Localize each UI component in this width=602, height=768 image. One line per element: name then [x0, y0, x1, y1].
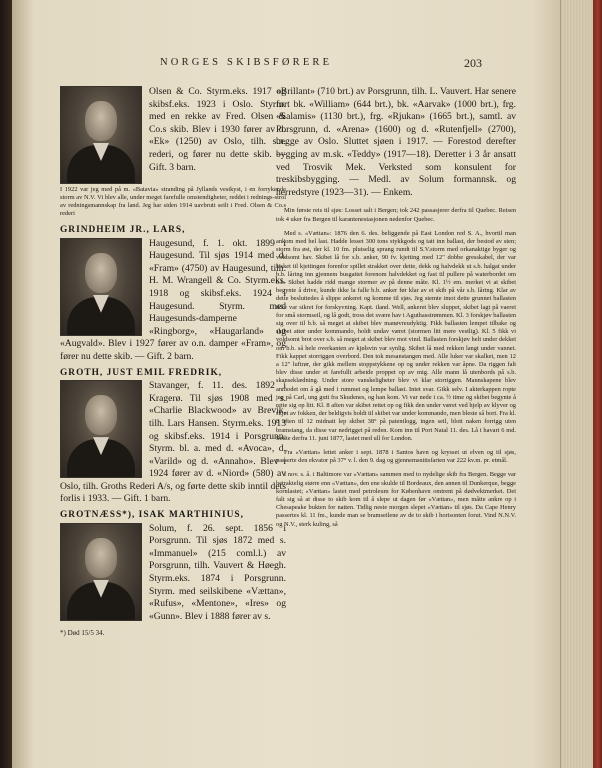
anecdote-section: [276, 207, 516, 529]
footnote: *) Død 15/5 34.: [60, 629, 105, 638]
portrait-photo: [60, 523, 142, 621]
biography-entry-grindheim: [60, 238, 286, 364]
entry-text: Haugesund, f. 1. okt. 1899 i Haugesund. Til sjøs 1914 med d. «Fram» (4750) av Haugesund, tilh. H. M. Wrangell & Co. Styrm.eks. 1918 og skibsf.eks. 1924 i Haugesund. Styrm. med Haugesunds-damperne «Ringborg», «Haugarland» og «Augvald». Blev i 1927 fører av o.n. damper «Fram», og fører nu dette skib. — Gift. 2 barn.: [60, 237, 286, 362]
biography-entry-grotnaess: [60, 523, 286, 624]
entry-name: GROTH, JUST EMIL FREDRIK,: [60, 367, 223, 378]
book-cover-edge: [593, 0, 602, 768]
portrait-face: [85, 395, 117, 435]
portrait-photo: [60, 380, 142, 478]
entry-text: Olsen & Co. Styrm.eks. 1917 og skibsf.eks. 1923 i Oslo. Styrm. med en rekke av Fred. Olsen & Co.s skib. Blev i 1930 fører av d. «Ek» (1250) av Oslo, tilh. s.n. rederi, og fører nu dette skib. — Gift. 3 barn.: [149, 86, 286, 173]
running-header: NORGES SKIBSFØRERE: [160, 57, 333, 68]
entry-text: Stavanger, f. 11. des. 1892 i Kragerø. Til sjøs 1908 med s. «Charlie Blackwood» av Brevik, tilh. Lars Hansen. Styrm.eks. 1913 og skibsf.eks. 1914 i Porsgrunn. Styrm. bl. a. med d. «Avoca», d. «Varild» og d. «Annaho». Blev i 1924 fører av d. «Niord» (580) av Oslo, tilh. Groths Rederi A/s, og førte dette skib inntil dets forlis i 1933. — Gift. 1 barn.: [60, 380, 286, 505]
continued-entry-text: «Brillant» (710 brt.) av Porsgrunn, tilh. L. Vauvert. Har senere ført bk. «William» (644 brt.), bk. «Aarvak» (1000 brt.), frg. «Salamis» (1130 brt.), frg. «Rjukan» (1665 brt.), samtl. av Porsgrunn, d. «Arena» (1600) og d. «Rutenfjell» (2700), begge av Oslo. Sluttet sjøen i 1917. — Forestod derefter bygging av m.sk. «Teddy» (1917—18). Deretter i 3 år ansatt ved Trosvik Mek. Verksted som konsulent for treskibsbygging. — Medl. av Solum formannsk. og herredstyre (1923—31). — Enkem.: [276, 86, 516, 198]
portrait-photo: [60, 86, 142, 184]
right-column: [276, 86, 516, 535]
portrait-face: [85, 101, 117, 141]
left-column: [60, 86, 286, 640]
entry-name: GROTNÆSS*), ISAK MARTHINIUS,: [60, 510, 244, 521]
anecdote-paragraph: Fra «Vættan» lettet anker i sept. 1878 i Santos havn og krysset ut elven og til sjøs, passerte den ekvator på 37° v. l. den 9. dag og gjennemsnittsfarten var 222 kv.m. pr. etmål.: [276, 449, 516, 465]
entry-name: GRINDHEIM JR., LARS,: [60, 225, 186, 235]
anecdote-paragraph: Min første reis til sjøs: Losset salt i Bergen; tok 242 passasjerer derfra til Quebec. Reisen tok 4 uker fra Bergen til karantenestasjonen nedenfor Quebec.: [276, 207, 516, 223]
page-number: 203: [464, 56, 482, 70]
anecdote-paragraph: I nov. s. å. i Baltimore var «Vættan» sammen med to nydelige skib fra Bergen. Begge var betraktelig større enn «Vættan», den ene skulde til Bordeaux, den annen til Dunkerque, begge kornlastet; «Vættan» lastet med petroleum for København omtrent på dødvektmerket. Det falt sig så at disse to skib kom til å slepe ut dagen før «Vættan», men måtte ankre op i Chesapeake bukten for natten. Tidlig neste morgen slepet «Vættan» til sjøs. Da Cape Henry passertes kl. 11 fm., kunde man se bramseilene av de to skib i horisonten forut. Vind N.N.V. og N.V., sterk kuling, så: [276, 471, 516, 528]
portrait-face: [85, 538, 117, 578]
page-edges: [560, 0, 602, 768]
portrait-face: [85, 253, 117, 293]
entry-caption: I 1922 var jeg med på m. «Batavia» stranding på Jyllands vestkyst, i en forrykende storm av N.V. Vi blev alle, under meget farefulle omstendigheter, reddet i rednings-strol av redningsmannskap fra land. Jeg har siden 1914 uavbrutt seilt i Fred. Olsen & Co.s rederi: [60, 186, 286, 217]
biography-entry-olsen: [60, 86, 286, 221]
anecdote-paragraph: Med s. «Vættan»: 1876 den 6. des. beliggende på East London red S. A., hvortil man ankom med hel last. Hadde lesset 300 tons styk​kgods og tatt inn ballast, der bestod av sten; storm fra øst, der kl. 10 fm. plutselig sprang rundt til S.V.storm med orkanaktige byger og voldsomt hav. Skibet lå for s.b. anker, 90 fv. kjetting med 12" dobbe gresskabel, der var lasket til kjettingen forenfor spillet strakket over dette, dekk og halvdekk ut s.b. halgat under b.b. låring inn gjennem busgattet forenom halvdekket og fast til pullere på waterbordet om b.b. Skibet hadde ridd mange stormer av på denne måte. Kl. 1½ em. merket vi at skibet begynte å drive, kunde ikke la falle b.b. anker før klar av et skib på vår s.b. låring. Klar av dette besluttedes å slippe ankeret og komme til sjøs. Jeg stemte imot dette grunnet ballasten ikke var sikret for forskyvning. Kapt. iland. Well, ankeret blev sluppet, skibet lagt på vaeret for små stormseil, og lå godt, tross det svære hav i Aguthasstrømmen. Kl. 3 forskjøv ballasten sig over til b.b. så meget at skibet blev manøvreudyktig. Fikk ballasten lempet tilbake og skibet atter under kommando, holdt undav været (stormen litt mere vestlig). Kl. 5 fikk vi voldsomt brot over s.b. så meget at skibet blev mot vind. Ballasten forskjøv helt under dekket om b.b. så hele overkanten av kjølsvin var synlig. Skibet lå med rekken langt under vannet. Fikk kappet storriggen overbord. Den tok mesanstangen med. Alle luker var skalket, men 12 a 12" luftrør, der gikk mellem stoppstykkene op og under rekken var åpne. Da riggen falt blev disse under et farefullt arbeide proppet op av mig. Alle mann lå utenbords på s.b. skanseklædning. Under store vanskeligheter blev vi klar storriggen. Mannskapene blev anmodet om å gå med i rummet og lempe ballast. Intet svar. Gikk selv. I akterkappen ropte jeg på Carl, ung gutt fra Skudenes, og han kom. Vi var nede i ca. ½ time og skibet begynte å rette sig op litt. Kl. 8 aften var skibet rettet op og fikk den under været ved hjelp av klyver og skjøt av fokken, der beldigvis holdt til skibet var under kommando, men bleste så bort. Fra kl. 8 aften til 12 midnatt lep skibet 38° på patentlogg, ingen seil, blott naken forrigg uten bramstang, da disse var nedrigget på reden. Kom inn til Port Natal 11. des. Lå i havari 6 md. Seilte derfra 11. juni 1877, lastet med ull for London.: [276, 229, 516, 442]
biography-entry-groth: [60, 380, 286, 506]
book-page: [12, 0, 560, 768]
portrait-photo: [60, 238, 142, 336]
entry-text: Solum, f. 26. sept. 1856 i Porsgrunn. Til sjøs 1872 med s. «Immanuel» (215 coml.l.) av Porsgrunn, tilh. Vauvert & Høegh. Styrm.eks. 1874 i Porsgrunn. Styrm. med seilskibene «Vættan», «Rufus», «Mentone», «Ires» og «Gunn». Blev i 1888 fører av s.: [149, 522, 286, 622]
